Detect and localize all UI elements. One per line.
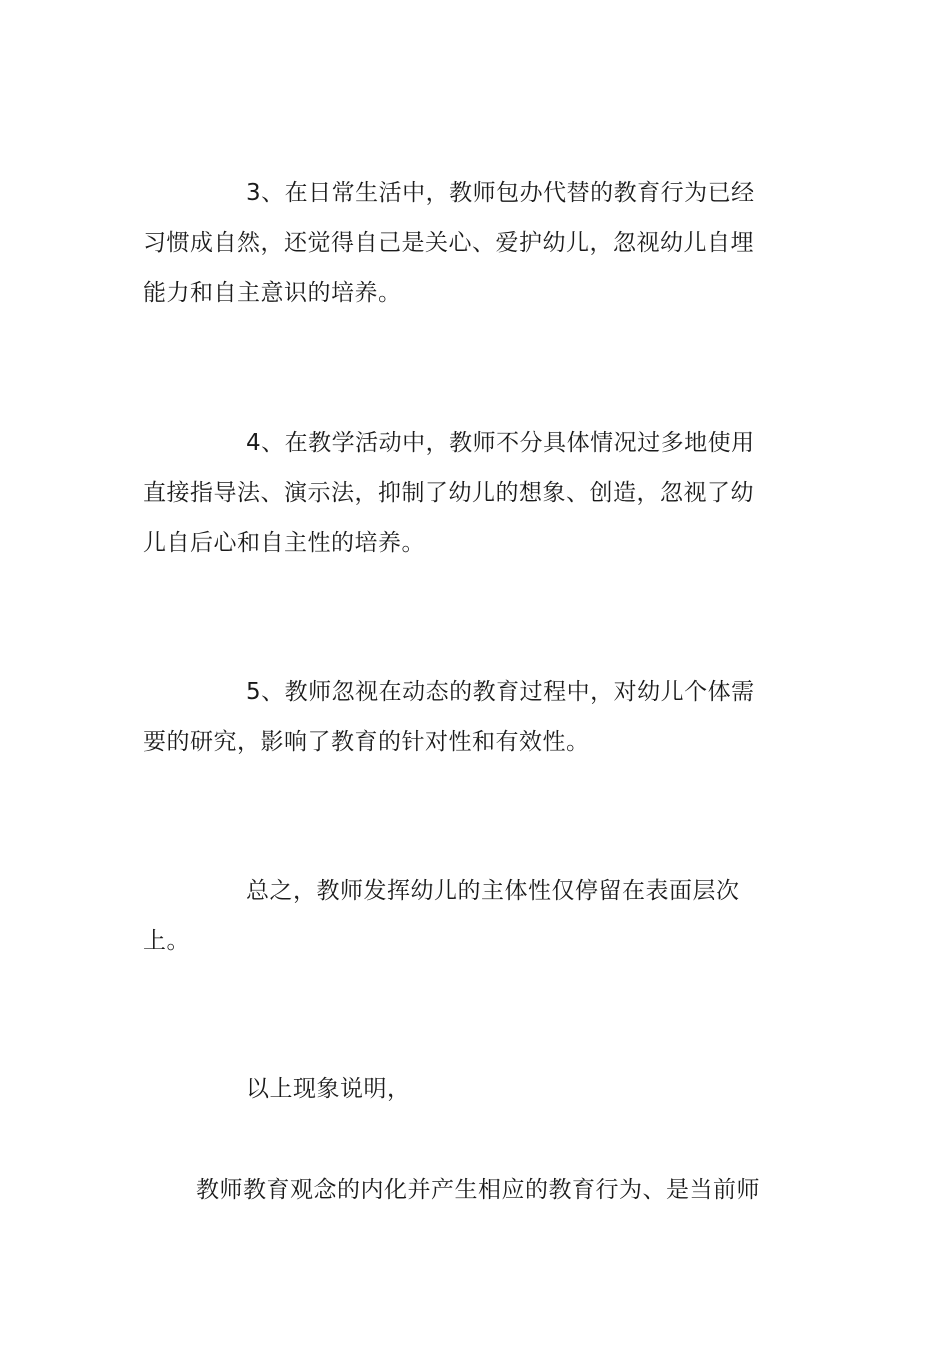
text-line: 5、教师忽视在动态的教育过程中，对幼儿个体需	[246, 679, 755, 705]
text-line: 能力和自主意识的培养。	[143, 280, 402, 306]
text-line: 4、在教学活动中，教师不分具体情况过多地使用	[246, 430, 755, 456]
text-line: 教师教育观念的内化并产生相应的教育行为、是当前师	[196, 1177, 760, 1203]
text-line: 儿自后心和自主性的培养。	[143, 530, 425, 556]
text-line: 上。	[143, 928, 190, 954]
text-line: 3、在日常生活中，教师包办代替的教育行为已经	[246, 180, 755, 206]
text-line: 以上现象说明，	[246, 1076, 411, 1102]
text-line: 要的研究，影响了教育的针对性和有效性。	[143, 729, 590, 755]
text-line: 习惯成自然，还觉得自己是关心、爱护幼儿，忽视幼儿自埋	[143, 230, 754, 256]
text-line: 直接指导法、演示法，抑制了幼儿的想象、创造，忽视了幼	[143, 480, 754, 506]
text-line: 总之，教师发挥幼儿的主体性仅停留在表面层次	[246, 878, 740, 904]
